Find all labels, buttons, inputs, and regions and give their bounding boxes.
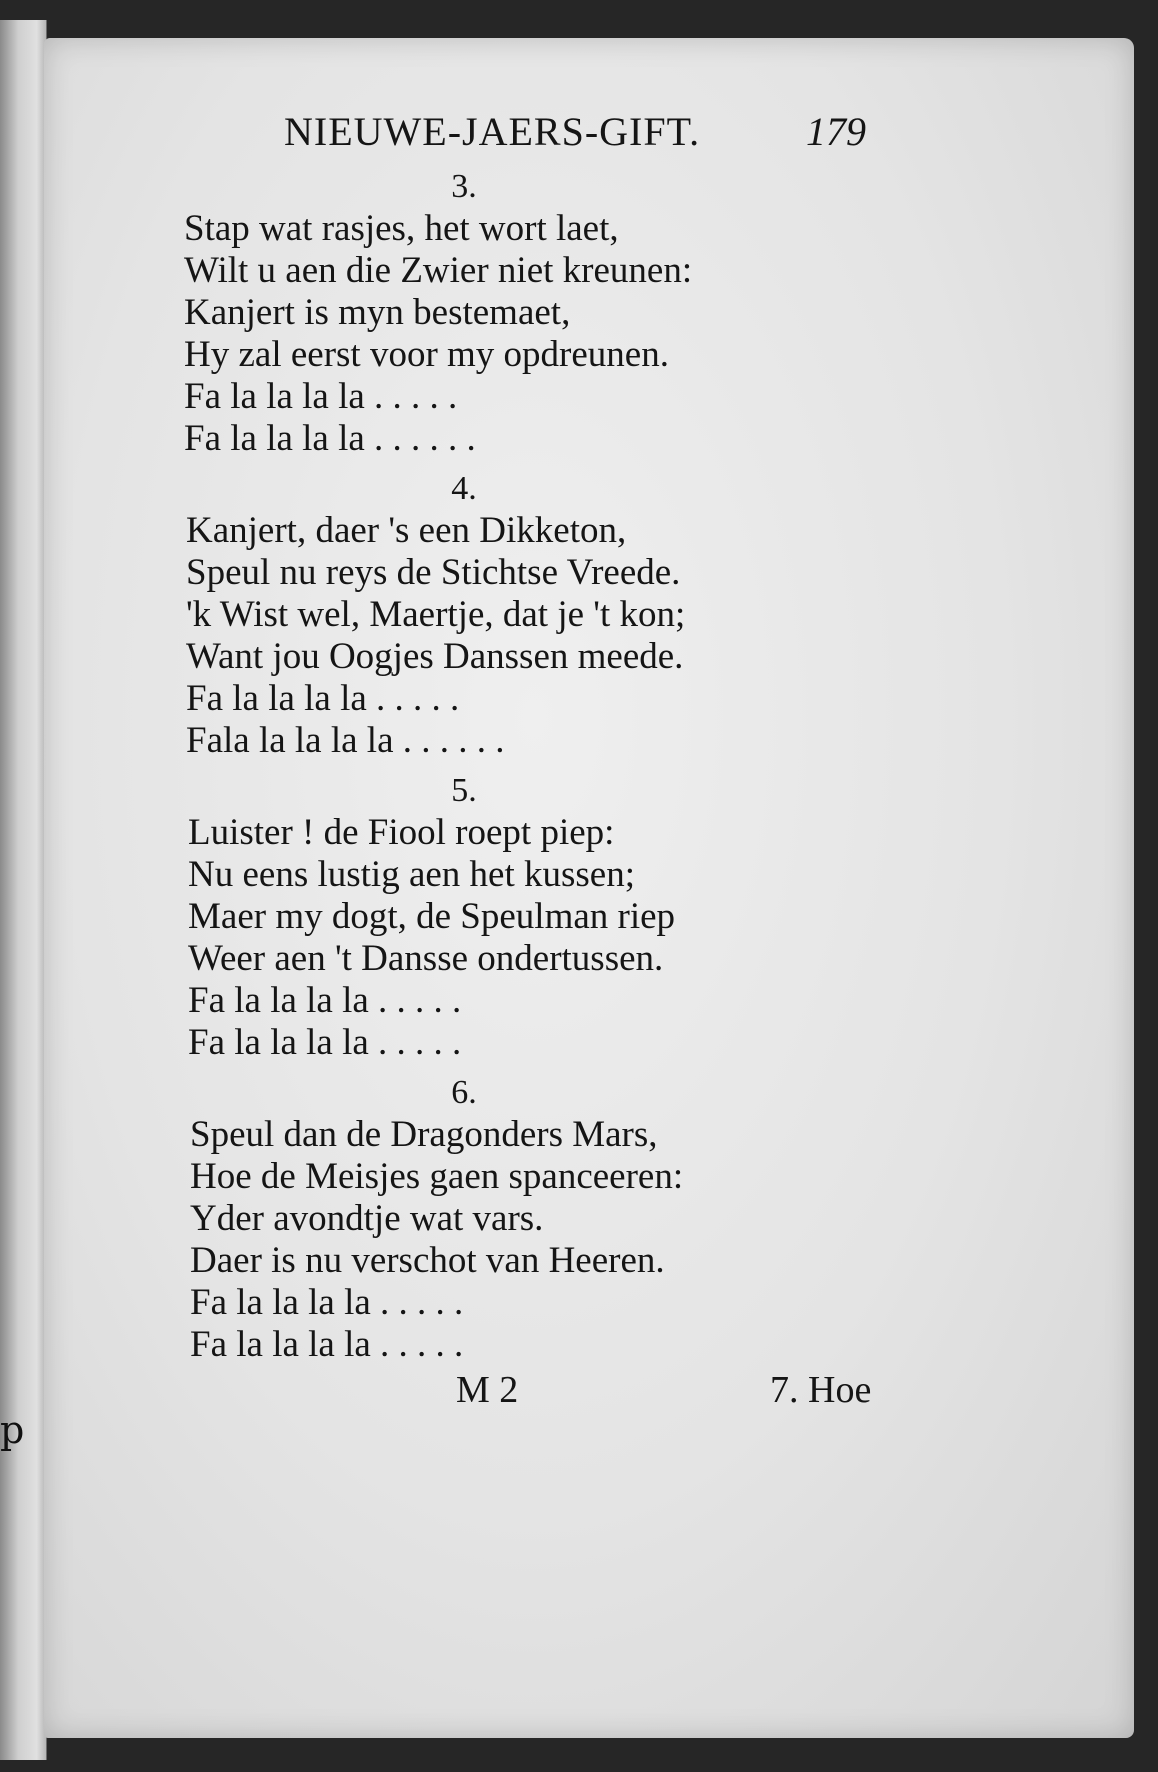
refrain-line: Fa la la la la . . . . . [190, 1324, 464, 1365]
verse-line: Hy zal eerst voor my opdreunen. [184, 334, 669, 375]
verse-line: Wilt u aen die Zwier niet kreunen: [184, 250, 693, 291]
refrain-line: Fa la la la la . . . . . [184, 376, 458, 417]
facing-page-bleed-text: p [0, 1408, 25, 1452]
verse-line: Hoe de Meisjes gaen spanceeren: [190, 1156, 684, 1197]
stanza-number: 3. [451, 168, 477, 205]
stanza-number: 4. [451, 470, 477, 507]
refrain-line: Fa la la la la . . . . . . [184, 418, 476, 459]
verse-line: Weer aen 't Dansse ondertussen. [188, 938, 664, 979]
stanza-number: 5. [451, 772, 477, 809]
stanza-6 [184, 1072, 984, 1366]
verse-line: Want jou Oogjes Danssen meede. [186, 636, 684, 677]
book-page [44, 38, 1134, 1738]
stanza-5 [184, 770, 984, 1064]
verse-line: Speul dan de Dragonders Mars, [190, 1114, 658, 1155]
verse-line: Yder avondtje wat vars. [190, 1198, 544, 1239]
verse-line: Luister ! de Fiool roept piep: [188, 812, 615, 853]
signature-mark: M 2 [456, 1369, 519, 1411]
verse-line: Daer is nu verschot van Heeren. [190, 1240, 665, 1281]
refrain-line: Fa la la la la . . . . . [188, 980, 462, 1021]
page-number: 179 [806, 109, 866, 154]
refrain-line: Fa la la la la . . . . . [186, 678, 460, 719]
refrain-line: Fa la la la la . . . . . [190, 1282, 464, 1323]
refrain-line: Fa la la la la . . . . . [188, 1022, 462, 1063]
verse-line: Stap wat rasjes, het wort laet, [184, 208, 619, 249]
poem-body [184, 166, 984, 1370]
verse-line: Speul nu reys de Stichtse Vreede. [186, 552, 681, 593]
stanza-4 [184, 468, 984, 762]
catchword: 7. Hoe [770, 1369, 872, 1411]
stanza-3 [184, 166, 984, 460]
refrain-line: Fala la la la la . . . . . . [186, 720, 505, 761]
verse-line: Nu eens lustig aen het kussen; [188, 854, 635, 895]
stanza-number: 6. [451, 1074, 477, 1111]
verse-line: Kanjert is myn bestemaet, [184, 292, 571, 333]
verse-line: Kanjert, daer 's een Dikketon, [186, 510, 627, 551]
verse-line: Maer my dogt, de Speulman riep [188, 896, 676, 937]
verse-line: 'k Wist wel, Maertje, dat je 't kon; [186, 594, 686, 635]
running-title: NIEUWE-JAERS-GIFT. [284, 109, 701, 154]
facing-page-edge [0, 20, 47, 1760]
